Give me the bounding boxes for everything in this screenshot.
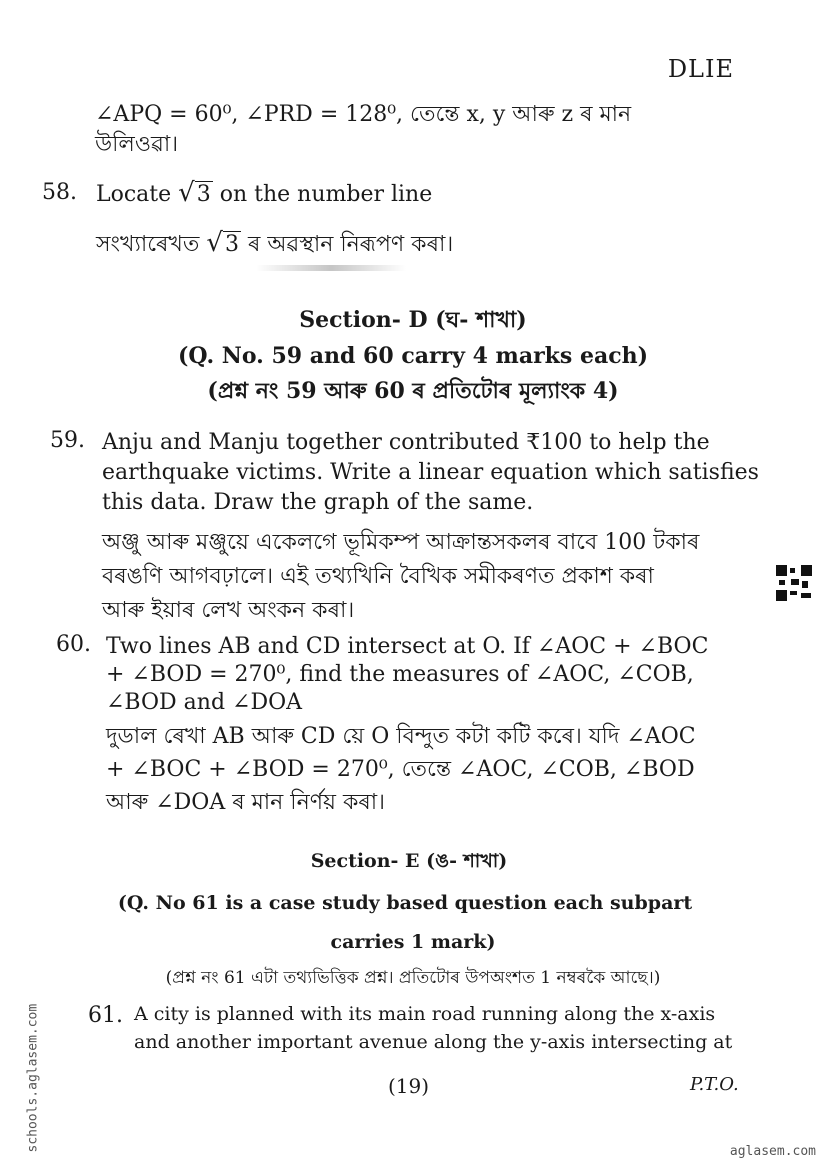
radicand: 3: [196, 182, 211, 207]
radical-sign: √: [178, 178, 195, 208]
q60-number: 60.: [56, 632, 91, 657]
q57-line-2: উলিওৱা।: [95, 132, 179, 157]
radicand-as: 3: [224, 232, 239, 257]
q60-as-line-3: আৰু ∠DOA ৰ মান নিৰ্ণয় কৰা।: [106, 790, 386, 815]
sqrt-three-as: [206, 228, 241, 260]
scan-smudge: [256, 265, 406, 271]
q58-english: [96, 178, 432, 210]
page-number: (19): [388, 1074, 430, 1098]
q57-line-1: ∠APQ = 60⁰, ∠PRD = 128⁰, তেন্তে x, y আৰু z ৰ মান: [95, 102, 632, 127]
q59-as-line-1: অঞ্জু আৰু মঞ্জুয়ে একেলগে ভূমিকম্প আক্ৰান্তসকলৰ বাবে 100 টকাৰ: [102, 530, 700, 555]
q60-as-line-1: দুডাল ৰেখা AB আৰু CD য়ে O বিন্দুত কটা কটি কৰে। যদি ∠AOC: [106, 724, 696, 749]
q60-en-line-2: + ∠BOD = 270⁰, find the measures of ∠AOC, ∠COB,: [106, 662, 694, 687]
q58-en-suffix: on the number line: [219, 182, 433, 207]
q58-as-suffix: ৰ অৱস্থান নিৰূপণ কৰা।: [247, 232, 454, 257]
radical-sign-as: √: [206, 228, 223, 258]
q59-as-line-3: আৰু ইয়াৰ লেখ অংকন কৰা।: [102, 598, 355, 623]
qr-code-icon: [776, 565, 812, 601]
q60-en-line-1: Two lines AB and CD intersect at O. If ∠AOC + ∠BOC: [106, 634, 709, 659]
q58-en-prefix: Locate: [96, 182, 172, 207]
q58-number: 58.: [42, 180, 77, 205]
q59-as-line-2: বৰঙণি আগবঢ়ালে। এই তথ্যখিনি বৈখিক সমীকৰণত প্ৰকাশ কৰা: [102, 564, 654, 589]
side-watermark: schools.aglasem.com: [25, 1003, 41, 1153]
q61-en-line-1: A city is planned with its main road running along the x-axis: [134, 1003, 716, 1025]
section-e-marks-en-2: carries 1 mark): [330, 931, 496, 953]
section-e-title: Section- E (ঙ- শাখা): [310, 850, 508, 872]
q59-en-line-3: this data. Draw the graph of the same.: [102, 490, 534, 515]
pto-label: P.T.O.: [690, 1074, 739, 1095]
q59-en-line-1: Anju and Manju together contributed ₹100 to help the: [102, 430, 710, 455]
section-e-marks-as: (প্ৰশ্ন নং 61 এটা তথ্যভিত্তিক প্ৰশ্ন। প্ৰতিটোৰ উপঅংশত 1 নম্বৰকৈ আছে।): [165, 968, 661, 988]
section-d-marks-en: (Q. No. 59 and 60 carry 4 marks each): [177, 343, 649, 369]
sqrt-three: [178, 178, 213, 210]
paper-code: DLIE: [667, 55, 734, 83]
section-d-title: Section- D (ঘ- শাখা): [299, 307, 527, 333]
q58-assamese: [96, 228, 453, 260]
q61-en-line-2: and another important avenue along the y-axis intersecting at: [134, 1031, 733, 1053]
footer-watermark: aglasem.com: [729, 1144, 816, 1159]
q60-en-line-3: ∠BOD and ∠DOA: [106, 690, 303, 715]
q60-as-line-2: + ∠BOC + ∠BOD = 270⁰, তেন্তে ∠AOC, ∠COB, ∠BOD: [106, 757, 695, 782]
section-d-marks-as: (প্ৰশ্ন নং 59 আৰু 60 ৰ প্ৰতিটোৰ মূল্যাংক 4): [207, 378, 619, 404]
q59-number: 59.: [50, 428, 85, 453]
q61-number: 61.: [88, 1003, 123, 1028]
section-e-marks-en-1: (Q. No 61 is a case study based question each subpart: [117, 892, 693, 914]
q59-en-line-2: earthquake victims. Write a linear equation which satisfies: [102, 460, 759, 485]
q58-as-prefix: সংখ্যাৰেখত: [96, 232, 200, 257]
